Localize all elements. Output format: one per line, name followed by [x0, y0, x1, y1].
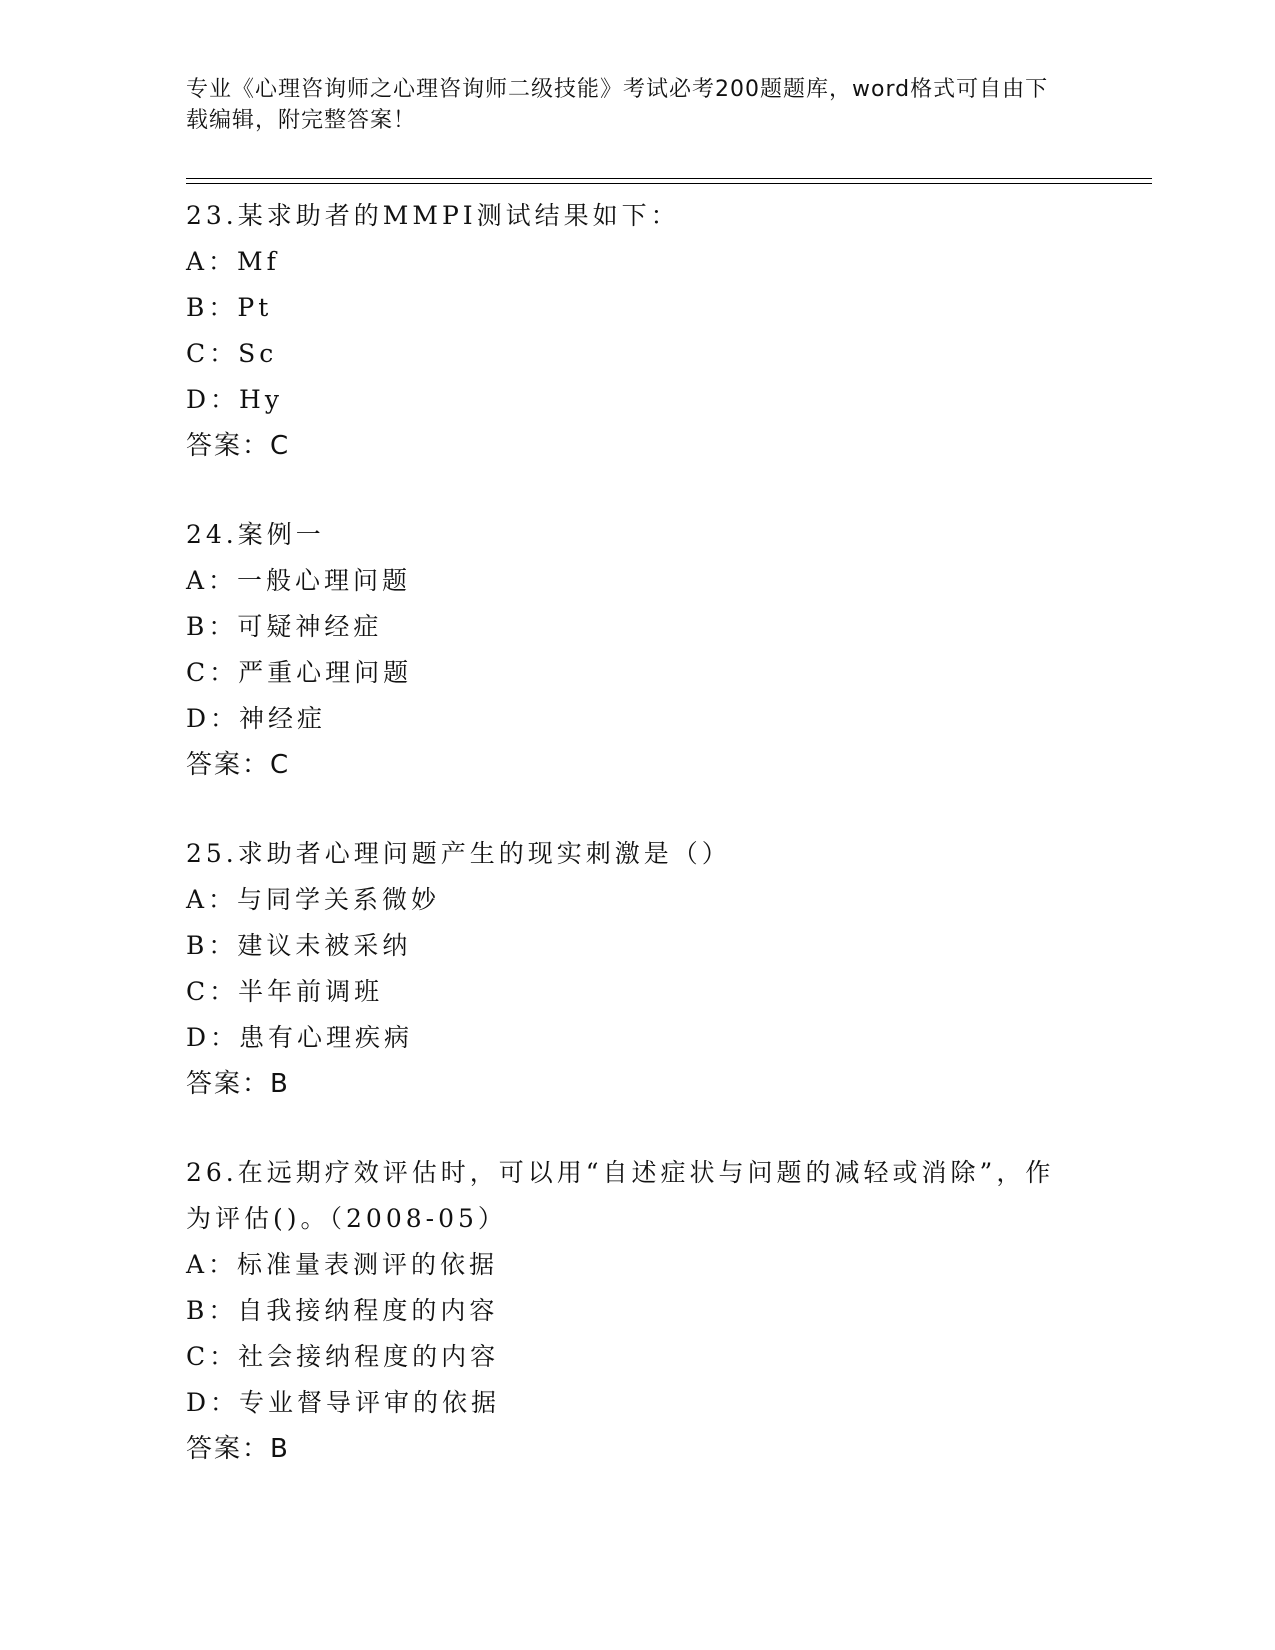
option-d: D：Hy	[186, 385, 283, 414]
option-a: A：标准量表测评的依据	[186, 1250, 499, 1279]
answer-line: 答案：B	[186, 1069, 290, 1099]
option-d: D：专业督导评审的依据	[186, 1388, 501, 1417]
option-b: B：可疑神经症	[186, 612, 383, 641]
answer-line: 答案：C	[186, 431, 291, 461]
option-b: B：Pt	[186, 293, 273, 322]
option-c: C：半年前调班	[186, 977, 384, 1006]
option-c: C：社会接纳程度的内容	[186, 1342, 500, 1371]
option-b: B：自我接纳程度的内容	[186, 1296, 499, 1325]
header-divider-bottom	[186, 183, 1152, 184]
question-stem: 25.求助者心理问题产生的现实刺激是（）	[186, 839, 731, 868]
question-stem: 23.某求助者的MMPI测试结果如下：	[186, 201, 680, 230]
question-26	[186, 1150, 1086, 1472]
question-list	[186, 193, 1086, 1515]
option-a: A：与同学关系微妙	[186, 885, 441, 914]
question-stem: 26.在远期疗效评估时，可以用“自述症状与问题的减轻或消除”，作为评估()。（2008-05）	[186, 1158, 1055, 1233]
answer-line: 答案：C	[186, 750, 291, 780]
option-d: D：神经症	[186, 704, 327, 733]
question-23	[186, 193, 1086, 469]
question-stem: 24.案例一	[186, 520, 325, 549]
question-25	[186, 831, 1086, 1107]
option-c: C：Sc	[186, 339, 278, 368]
option-d: D：患有心理疾病	[186, 1023, 414, 1052]
option-a: A：一般心理问题	[186, 566, 412, 595]
option-a: A：Mf	[186, 247, 280, 276]
question-24	[186, 512, 1086, 788]
option-b: B：建议未被采纳	[186, 931, 412, 960]
header-divider-top	[186, 178, 1152, 179]
document-header: 专业《心理咨询师之心理咨询师二级技能》考试必考200题题库，word格式可自由下载编辑，附完整答案！	[186, 77, 1049, 133]
answer-line: 答案：B	[186, 1434, 290, 1464]
option-c: C：严重心理问题	[186, 658, 413, 687]
